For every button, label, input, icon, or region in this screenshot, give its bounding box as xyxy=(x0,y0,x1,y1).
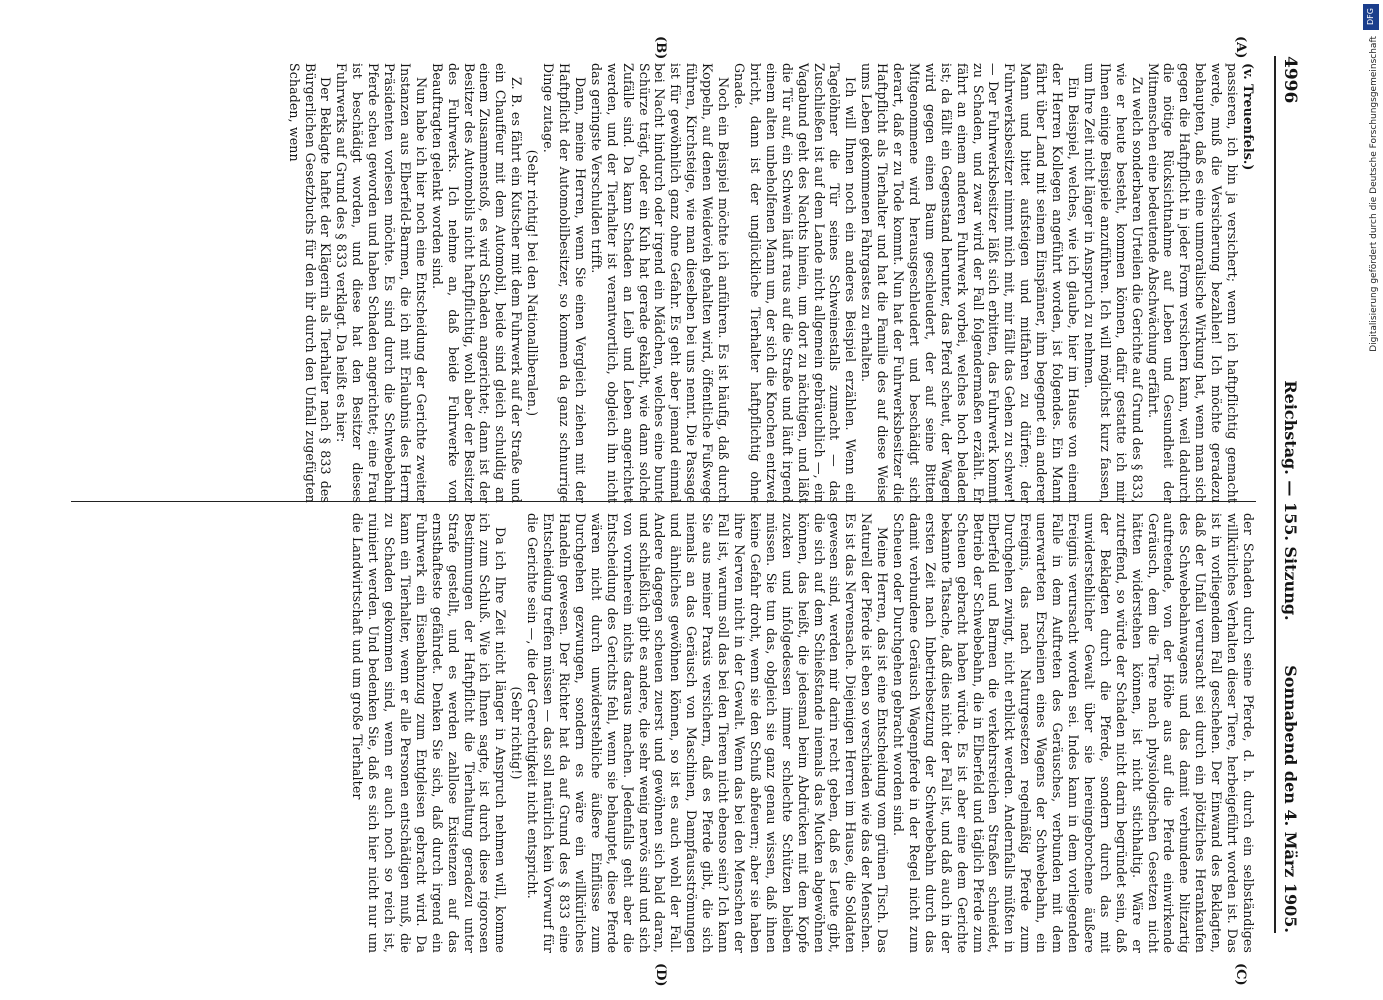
page-number: 4996 xyxy=(1280,56,1300,104)
paragraph: Da ich Ihre Zeit nicht länger in Anspruch nehmen will, komme ich zum Schluß. Wie ich Ihnen sagte, ist durch diese rigorosen Bestimmungen der Haftpflicht die Tierhaltung geradezu unter Strafe gestellt, und es werden zahllose Existenzen auf das ernsthafteste gefährdet. Denken Sie sich, daß durch irgend ein Fuhrwerk ein Eisenbahnzug zum Entgleisen gebracht wird. Da kann ein Tierhalter, wenn er alle Personen entschädigen muß, die zu Schaden gekommen sind, wenn er auch noch so reich ist, ruiniert werden. Und bedenken Sie, daß es sich hier nicht nur um die Landwirtschaft und um große Tierhalter xyxy=(350,513,509,953)
left-text-column xyxy=(286,63,1256,503)
margin-letter-a: (A) xyxy=(1233,36,1248,59)
paragraph: Der Beklagte haftet der Klägerin als Tierhalter nach § 833 des Bürgerlichen Gesetzbuchs für den ihr durch den Unfall zugefügten Schaden, wenn xyxy=(286,63,334,503)
margin-letter-c: (C) xyxy=(1233,963,1248,986)
dfg-logo: DFG xyxy=(1363,4,1379,30)
paragraph: Noch ein Beispiel möchte ich anführen. Es ist häufig, daß durch Koppeln, auf denen Weidevieh gehalten wird, öffentliche Fußwege führen, Kirchsteige, wie man dieselben bei uns nennt. Die Passage ist für gewöhnlich ganz ohne Gefahr. Es geht aber jemand einmal bei Nacht hindurch oder irgend ein Mädchen, welches eine bunte Schürze trägt, oder ein Kuh hat gerade gekalbt, wie dann solche Zufälle sind. Da kann Schaden an Leib und Leben angerichtet werden, und der Tierhalter ist verantwortlich, obgleich ihn nicht das geringste Verschulden trifft. xyxy=(588,63,732,503)
paragraph: Zu welch sonderbaren Urteilen die Gerichte auf Grund des § 833, wie er heute besteht, kommen können, dafür gestatte ich mir Ihnen einige Beispiele anzuführen. Ich will möglichst kurz fassen, um Ihre Zeit nicht länger in Anspruch zu nehmen. xyxy=(1081,63,1145,503)
rotated-page xyxy=(56,8,1318,993)
paragraph: Ein Beispiel, welches, wie ich glaube, hier im Hause von einem der Herren Kollegen angeführt worden, ist folgendes. Ein Mann fährt über Land mit seinem Einspänner, ihm begegnet ein anderer Mann und bittet aufsteigen und mitfahren zu dürfen; der Fuhrwerksbesitzer nimmt mich mit, mir fällt das Gehen zu schwer! — Der Fuhrwerksbesitzer läßt sich erbitten, das Fuhrwerk kommt zu Schaden, und zwar wird der Fall folgendermaßen erzählt. Er fährt an einem anderen Fuhrwerk vorbei, welches hoch beladen ist; da fällt ein Gegenstand herunter, das Pferd scheut, der Wagen wird gegen einen Baum geschleudert, der auf seine Bitten Mitgenommene wird herausgeschleudert und beschädigt sich derart, daß er zu Tode kommt. Nun hat der Fuhrwerksbesitzer die Haftpflicht als Tierhalter und hat die Familie des auf diese Weise ums Leben gekommenen Fahrgastes zu erhalten. xyxy=(859,63,1082,503)
paragraph: Z. B. es fährt ein Kutscher mit dem Fuhrwerk auf der Straße und ein Chauffeur mit dem Automobil, beide sind gleich schuldig an einem Zusammenstoß, es wird Schaden angerichtet; dann ist der Besitzer des Automobils nicht haftpflichtig, wohl aber der Besitzer des Fuhrwerks. Ich nehme an, daß beide Fuhrwerke von Beauftragten gelenkt worden sind. xyxy=(429,63,525,503)
interjection: (Sehr richtig! bei den Nationalliberalen.) xyxy=(525,149,541,417)
paragraph: Nun habe ich hier noch eine Entscheidung der Gerichte zweiter Instanzen aus Elberfeld-Barmen, die ich mit Erlaubnis des Herrn Präsidenten vorlesen möchte. Es sind durch die Schwebebahn Pferde scheu geworden und haben Schaden angerichtet; eine Frau ist beschädigt worden, und diese hat den Besitzer dieses Fuhrwerks auf Grund des § 833 verklagt. Da heißt es hier: xyxy=(334,63,429,503)
session-date: Sonnabend den 4. März 1905. xyxy=(1281,665,1300,933)
right-text-column xyxy=(349,513,1256,953)
header-rule xyxy=(1274,56,1276,933)
margin-letter-d: (D) xyxy=(653,963,668,987)
paragraph: Dann, meine Herren, wenn Sie einen Vergleich ziehen mit der Haftpflicht der Automobilbesitzer, so kommen da ganz schnurrige Dinge zutage. xyxy=(541,63,588,503)
margin-letter-b: (B) xyxy=(653,36,668,60)
digitization-credit: Digitalisierung gefördert durch die Deutsche Forschungsgemeinschaft xyxy=(1369,36,1379,352)
paragraph: passieren, ich bin ja versichert; wenn ich haftpflichtig gemacht werde, muß die Versicherung bezahlen! Ich möchte geradezu behaupten, daß es eine unmoralische Wirkung hat, wenn man sich gegen die Haftpflicht in jeder Form versichern kann, weil dadurch die nötige Rücksichtnahme auf Leben und Gesundheit der Mitmenschen eine bedeutende Abschwächung erfährt. xyxy=(1145,63,1241,503)
paragraph: Ich will Ihnen noch ein anderes Beispiel erzählen. Wenn ein Tagelöhner die Tür seines Schweinestalls zumacht — das Zuschließen ist auf dem Lande nicht allgemein gebräuchlich —, ein Vagabund geht des Nachts hinein, um dort zu nächtigen, und läßt die Tür auf, ein Schwein läuft raus auf die Straße und läuft irgend einem alten unbeholfenen Mann um, der sich die Knochen entzwei bricht, dann ist der unglückliche Tierhalter haftpflichtig ohne Gnade. xyxy=(732,63,859,503)
session-title: Reichstag. — 155. Sitzung. xyxy=(1281,380,1300,621)
speaker-name: (v. Treuenfels.) xyxy=(1241,63,1256,171)
interjection: (Sehr richtig!) xyxy=(509,686,525,780)
paragraph: der Schaden durch seine Pferde, d. h. durch ein selbständiges willkürliches Verhalten dieser Tiere, herbeigeführt worden ist. Das ist in vorliegendem Fall geschehen. Der Einwand des Beklagten, daß der Unfall verursacht sei durch ein plötzliches Herankaufen des Schwebebahnwagens und das damit verbundene blitzartig auftretende, von der Höhe aus auf die Pferde einwirkende Geräusch, dem die Tiere nach physiologischen Gesetzen nicht hätten widerstehen können, ist nicht stichhaltig. Wäre er zutreffend, so würde der Schaden nicht darin begründet sein, daß der Beklagten durch die Pferde, sondern durch das mit unwiderstehlicher Gewalt über sie hereingebrochene äußere Ereignis verursacht worden sei. Indes kann in dem vorliegenden Falle in dem Auftreten des Geräusches, verbunden mit dem unerwarteten Erscheinen eines Wagens der Schwebebahn, ein Ereignis, das nach Naturgesetzen regelmäßig Pferde zum Durchgehen zwingt, nicht erblickt werden. Andernfalls müßten in Elberfeld und Barmen die verkehrsreichen Straßen schneidet, Betrieb der Schwebebahn, die in Elberfeld und täglich Pferde zum Scheuen gebracht haben würde. Es ist aber eine dem Gerichte bekannte Tatsache, daß dies nicht der Fall ist, und daß auch in der ersten Zeit nach Inbetriebsetzung der Schwebebahn durch das damit verbundene Geräusch Wagenpferde in der Regel nicht zum Scheuen oder Durchgehen gebracht worden sind. xyxy=(891,513,1256,953)
column-divider xyxy=(71,501,1256,502)
page-header xyxy=(1254,8,1318,993)
paragraph: Meine Herren, das ist eine Entscheidung vom grünen Tisch. Das Naturell der Pferde ist eben so verschieden wie das der Menschen. Es ist das Nervensache. Diejenigen Herren im Hause, die Soldaten gewesen sind, werden mir darin recht geben, daß es Leute gibt, die sich auf dem Schießstande niemals das Mucken abgewöhnen können, das heißt, die jedesmal beim Abdrücken mit dem Kopfe zucken und infolgedessen immer schlechte Schützen bleiben müssen. Sie tun das, obgleich sie ganz genau wissen, daß ihnen keine Gefahr droht, wenn sie den Schuß abfeuern; aber sie haben ihre Nerven nicht in der Gewalt. Wenn das bei den Menschen der Fall ist, warum soll das bei den Tieren nicht ebenso sein? Ich kann Sie aus meiner Praxis versichern, daß es Pferde gibt, die sich niemals an das Geräusch von Maschinen, Dampfausströmungen und ähnliches gewöhnen können, so ist es auch wohl der Fall. Andere dagegen scheuen zuerst und gewöhnen sich bald daran, und schließlich gibt es andere, die sehr wenig nervös sind und sich von vornherein nichts daraus machen. Jedenfalls geht aber die Entscheidung des Gerichts fehl, wenn sie behauptet, diese Pferde wären nicht durch unwiderstehliche äußere Einflüsse zum Durchgehen gezwungen, sondern es wäre ein willkürliches Handeln gewesen. Der Richter hat da auf Grund des § 833 eine Entscheidung treffen müssen — das soll natürlich kein Vorwurf für die Gerichte sein —, die der Gerechtigkeit nicht entspricht. xyxy=(525,513,891,953)
